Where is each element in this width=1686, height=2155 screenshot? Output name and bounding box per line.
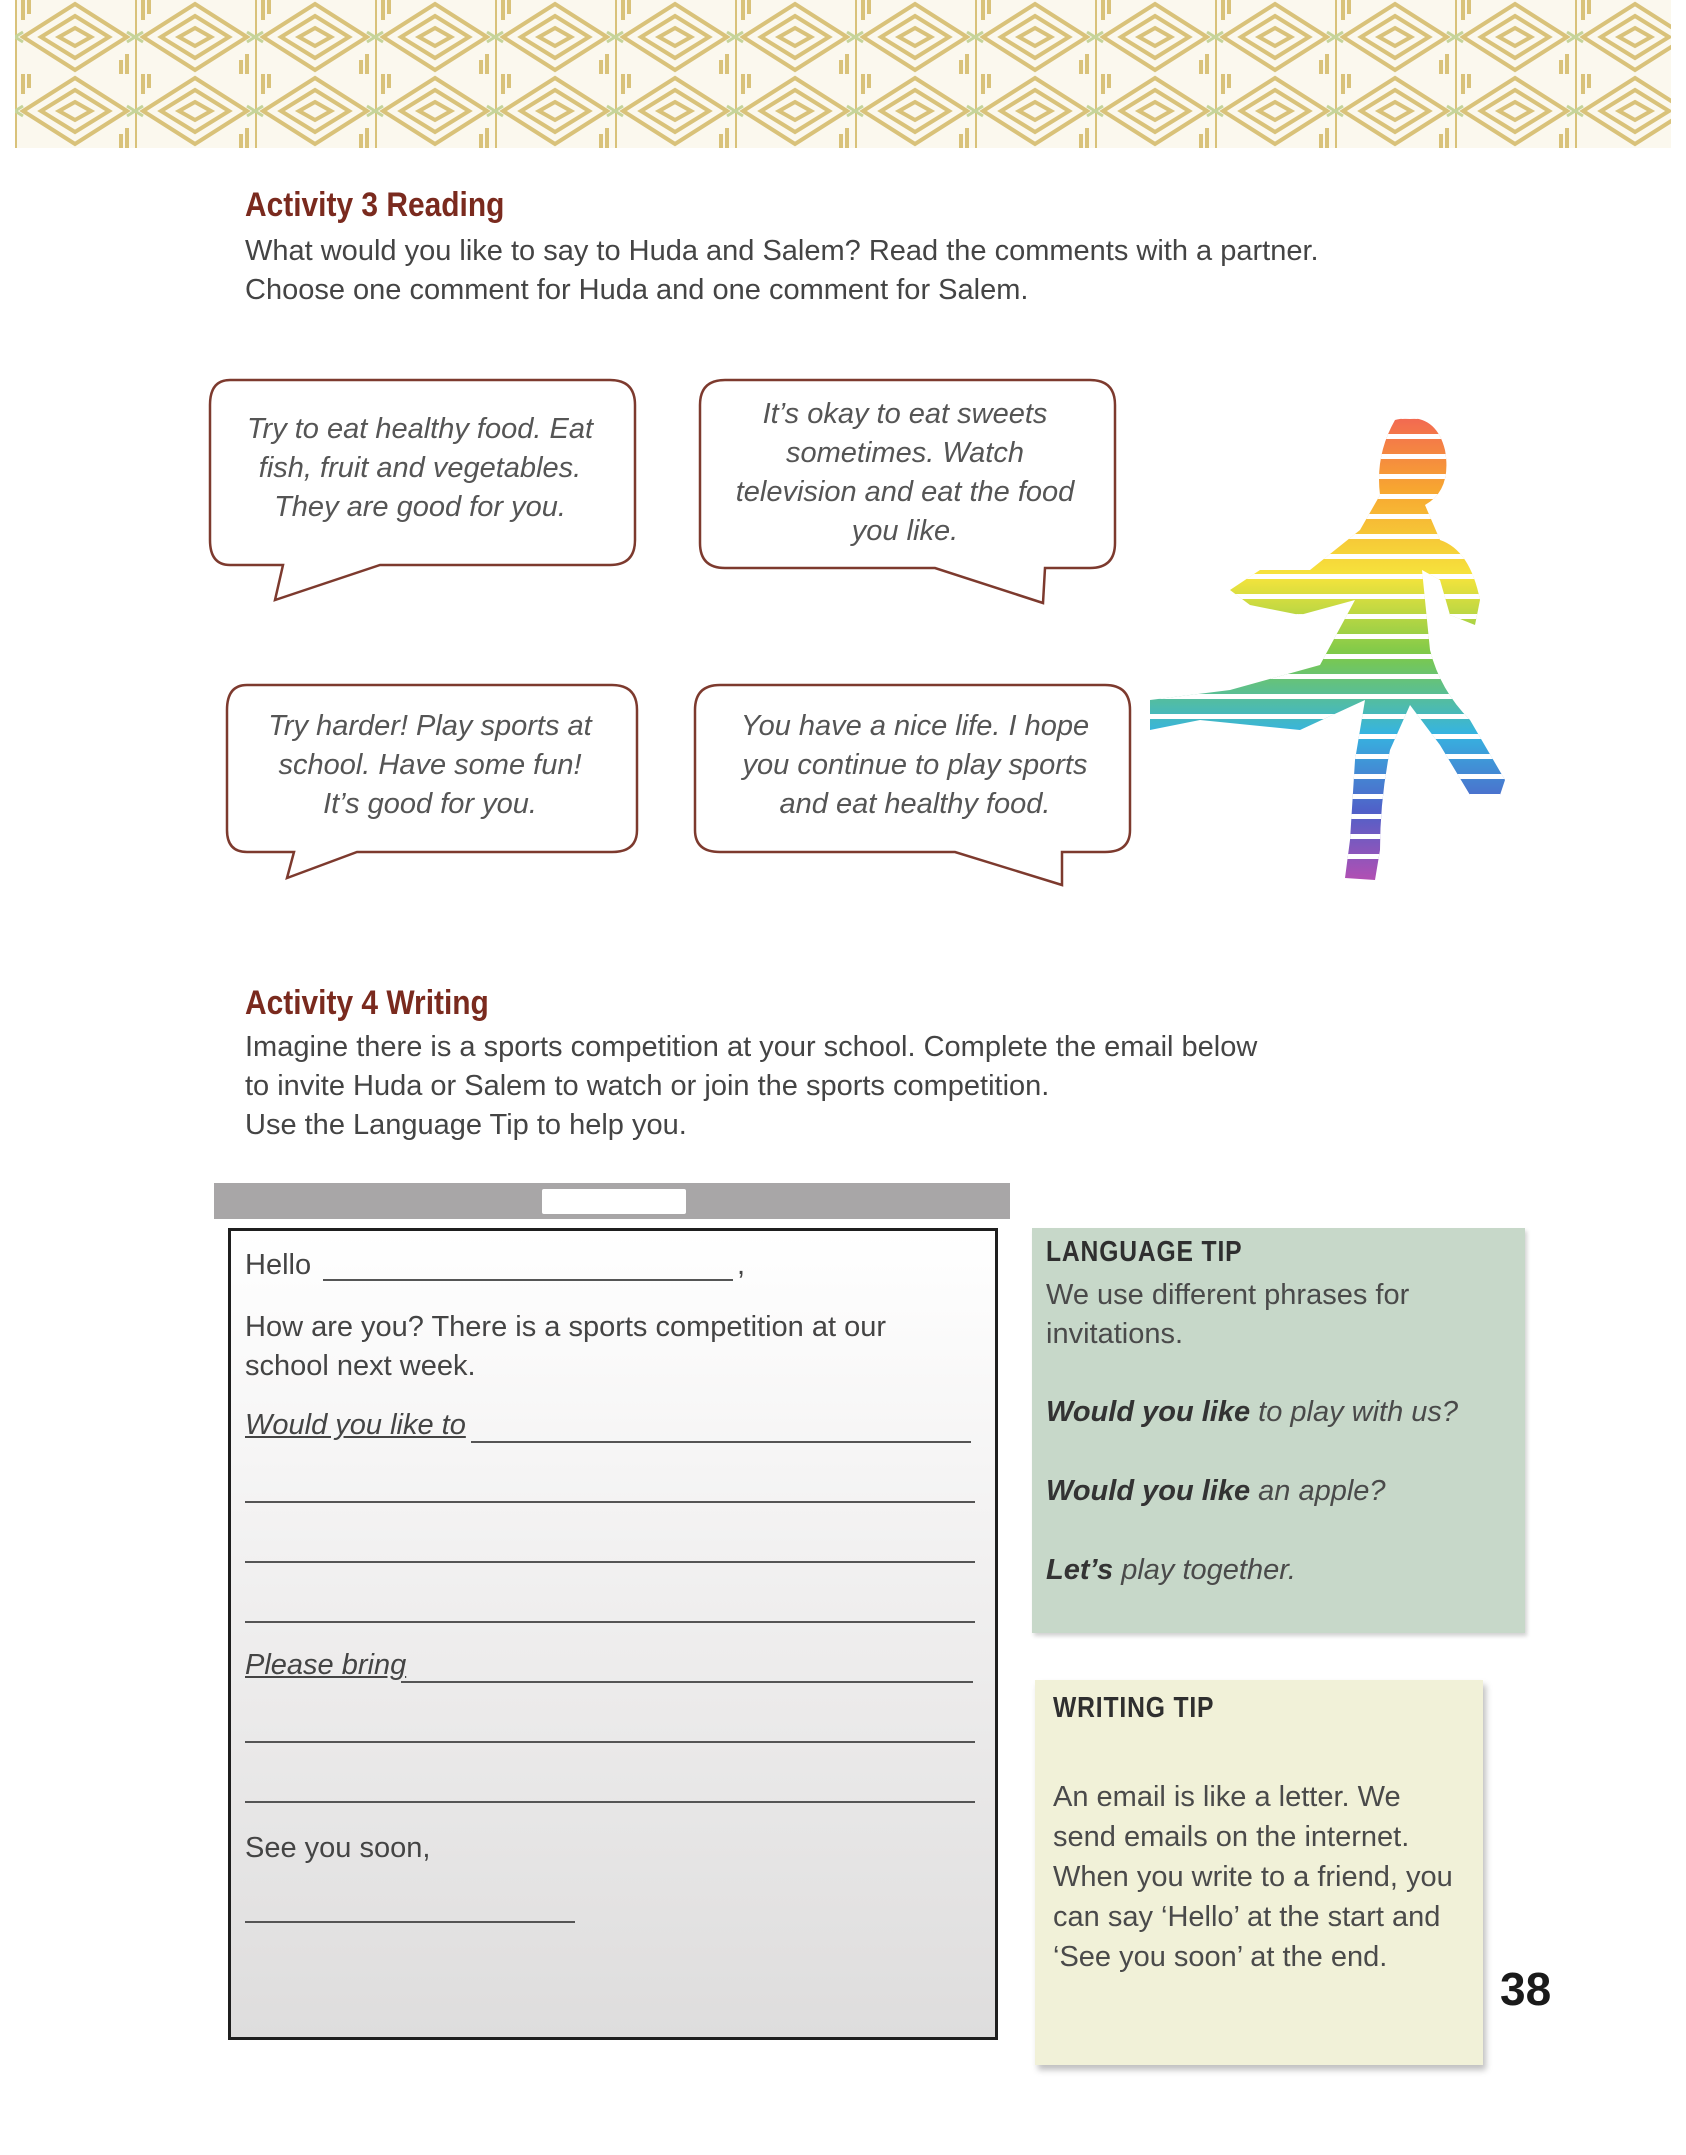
comment-bubble-1[interactable]: Try to eat healthy food. Eat fish, fruit and vegetables. They are good for you. [246,412,594,523]
phrase-highlight: Would you like [1046,1475,1251,1507]
comment-bubble-2[interactable]: It’s okay to eat sweets sometimes. Watch television and eat the food you like. [735,397,1075,547]
writing-line[interactable] [245,1621,975,1623]
activity-4-instructions [245,1028,1445,1145]
writing-line[interactable] [245,1801,975,1803]
rainbow-runner-illustration [1140,400,1510,890]
activity-3-instructions: What would you like to say to Huda and Salem? Read the comments with a partner. Choose one comment for Huda and one comment for Salem. [245,235,1319,306]
activity-4-heading: Activity 4 Writing [245,984,489,1022]
language-tip-title: LANGUAGE TIP [1046,1236,1243,1268]
language-tip-example [1046,1554,1296,1587]
writing-line[interactable] [245,1501,975,1503]
language-tip-example [1046,1475,1386,1508]
email-closing: See you soon, [245,1832,431,1864]
email-window-bar [214,1183,1010,1219]
instructions-line: Use the Language Tip to help you. [245,1109,687,1141]
signature-line[interactable] [245,1921,575,1923]
greeting-comma: , [737,1249,746,1281]
instructions-line: to invite Huda or Salem to watch or join the sports competition. [245,1070,1050,1102]
email-window-tab [542,1189,686,1214]
phrase-highlight: Would you like [1046,1396,1251,1428]
instructions-line: Imagine there is a sports competition at your school. Complete the email below [245,1031,1258,1063]
recipient-name-blank[interactable] [323,1279,733,1281]
example-rest: play together. [1113,1554,1296,1586]
email-greeting: Hello [245,1249,312,1281]
writing-line[interactable] [471,1441,971,1443]
writing-line[interactable] [401,1681,973,1683]
language-tip-example [1046,1396,1458,1429]
example-rest: an apple? [1250,1475,1386,1507]
prompt-please-bring: Please bring [245,1649,407,1681]
activity-3-heading: Activity 3 Reading [245,186,505,224]
phrase-highlight: Let’s [1046,1554,1114,1586]
comment-bubble-4[interactable]: You have a nice life. I hope you continue to play sports and eat healthy food. [740,709,1090,820]
language-tip-text: We use different phrases for invitations. [1046,1279,1410,1350]
example-rest: to play with us? [1250,1396,1459,1428]
email-intro: How are you? There is a sports competition at our school next week. [245,1311,887,1382]
decorative-banner [15,0,1671,148]
writing-line[interactable] [245,1741,975,1743]
email-form [228,1228,998,2040]
writing-tip-box [1035,1680,1483,2065]
writing-line[interactable] [245,1561,975,1563]
prompt-would-you-like: Would you like to [245,1409,466,1441]
page-number: 38 [1500,1963,1552,2015]
comment-bubble-3[interactable]: Try harder! Play sports at school. Have some fun! It’s good for you. [268,709,592,820]
writing-tip-title: WRITING TIP [1053,1692,1215,1724]
language-tip-box [1032,1228,1525,1633]
writing-tip-text: An email is like a letter. We send emails on the internet. When you write to a friend, you can say ‘Hello’ at the start and ‘See you soon’ at the end. [1053,1781,1453,1973]
